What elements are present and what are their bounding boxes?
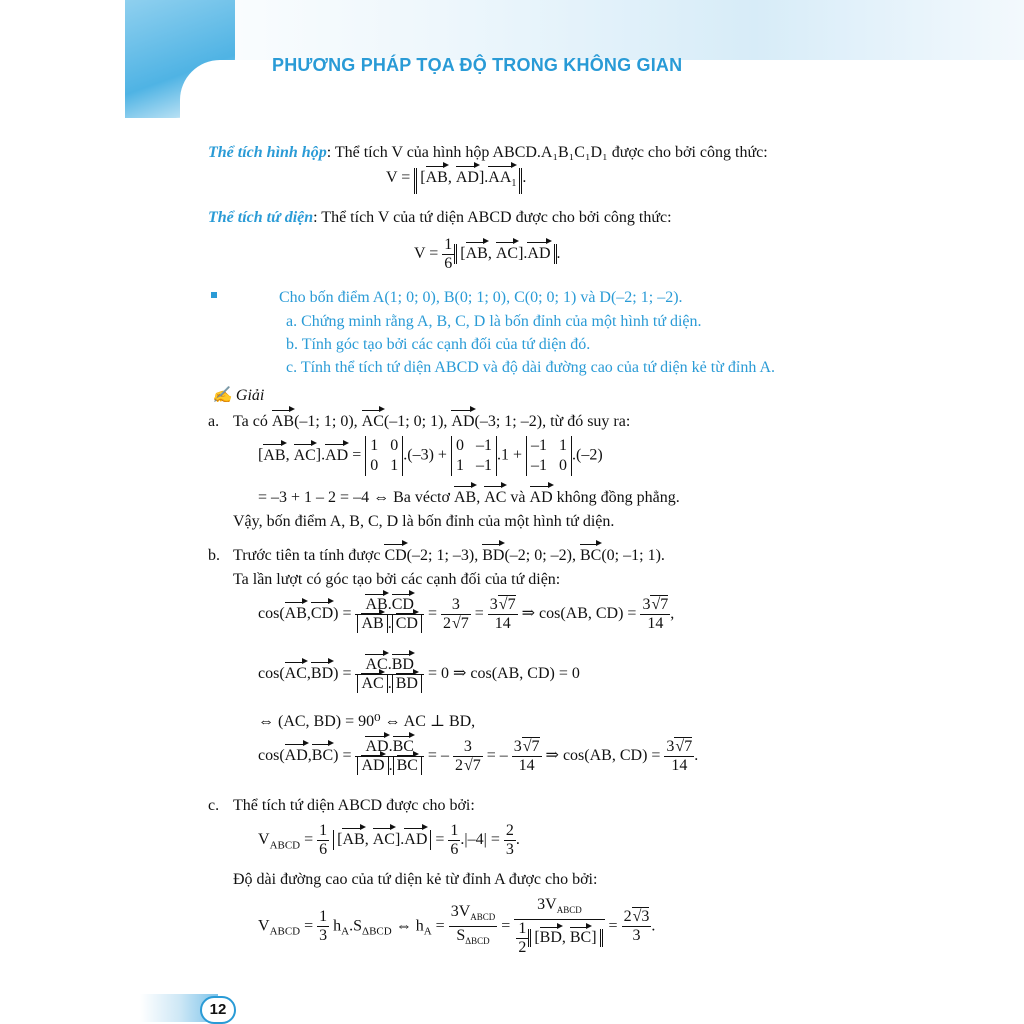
pencil-icon: ✍ <box>212 387 232 404</box>
tetra-volume-formula: V = $\frac{1}{6}$ [AB, AC].AD . <box>414 236 561 272</box>
problem-bullet-icon <box>211 292 217 298</box>
sol-b-intro: Trước tiên ta tính được CD(–2; 1; –3), BD(–2; 0; –2), BC(0; –1; 1). <box>233 547 665 564</box>
sol-c-volume-formula: $V_{ABCD}$ = $\frac{1}{6}$ [AB, AC].AD = $\frac{1}{6}$ .|–4| = $\frac{2}{3}$ . <box>258 822 520 858</box>
tetra-volume-label: Thể tích tứ diện <box>208 209 314 226</box>
tetra-volume-line <box>208 208 672 228</box>
sol-c-intro: Thể tích tứ diện ABCD được cho bởi: <box>233 797 475 814</box>
sol-a-determinant-line: [AB, AC].AD = 1 0 0 1 .(–3) + 0 –1 1 –1 .1 + –1 1 –1 0 .(–2) <box>258 437 603 474</box>
sol-b-eq1: cos(AB,CD) = $\frac{AB.CD}{AB . CD}$ = $\frac{3}{2√7}$ = $\frac{3√7}{14}$ ⇒ cos(AB, CD) = $\frac{3√7}{14}$ , <box>258 596 675 632</box>
tetra-volume-text: : Thể tích V của tứ diện ABCD được cho bởi công thức: <box>313 209 672 226</box>
box-volume-label: Thể tích hình hộp <box>208 144 327 161</box>
solution-heading: ✍ Giải <box>212 387 265 404</box>
sol-b-perp: ⇔ (AC, BD) = 90⁰ ⇔ AC ⊥ BD, <box>258 713 476 730</box>
sol-c-label: c. <box>208 797 220 814</box>
sol-b-eq2: cos(AC,BD) = $\frac{AC.BD}{AC . BD}$ = 0 ⇒ cos(AB, CD) = 0 <box>258 656 580 692</box>
page-header-title: PHƯƠNG PHÁP TỌA ĐỘ TRONG KHÔNG GIAN <box>272 55 683 75</box>
box-volume-formula: V = [AB, $AD].AA_1$ . <box>386 168 526 194</box>
problem-part-a: a. Chứng minh rằng A, B, C, D là bốn đỉnh của một hình tứ diện. <box>286 313 702 330</box>
problem-part-c: c. Tính thể tích tứ diện ABCD và độ dài đường cao của tứ diện kẻ từ đỉnh A. <box>286 359 775 376</box>
sol-a-result: = –3 + 1 – 2 = –4 ⇔ Ba véctơ AB, AC và AD không đồng phẳng. <box>258 489 680 506</box>
sol-b-line2: Ta lần lượt có góc tạo bởi các cạnh đối của tứ diện: <box>233 571 561 588</box>
sol-b-label: b. <box>208 547 220 564</box>
sol-a-label: a. <box>208 413 220 430</box>
problem-statement: Cho bốn điểm A(1; 0; 0), B(0; 1; 0), C(0; 0; 1) và D(–2; 1; –2). <box>279 289 683 306</box>
sol-a-conclusion: Vậy, bốn điểm A, B, C, D là bốn đỉnh của một hình tứ diện. <box>233 513 615 530</box>
sol-c-height-intro: Độ dài đường cao của tứ diện kẻ từ đỉnh A được cho bởi: <box>233 871 598 888</box>
sol-a-intro: Ta có AB(–1; 1; 0), AC(–1; 0; 1), AD(–3; 1; –2), từ đó suy ra: <box>233 413 631 430</box>
sol-c-height-formula: $V_{ABCD}$ = $\frac{1}{3}$ $h_A.S_{\Delta BCD}$ ⇔ $h_A$ = $\frac{3V_{ABCD}}{S_{\Delta BCD}}$ = $3V_{ABCD}$ $\frac{1}{2}$ [BD, BC] = $\frac{2√3}{3}$ . <box>258 896 656 957</box>
problem-part-b: b. Tính góc tạo bởi các cạnh đối của tứ diện đó. <box>286 336 591 353</box>
page-number: 12 <box>200 996 236 1024</box>
box-volume-line <box>208 143 768 163</box>
box-volume-text: : Thể tích V của hình hộp ABCD.A₁B₁C₁D₁ được cho bởi công thức: <box>326 144 768 161</box>
sol-b-eq3: cos(AD,BC) = $\frac{AD.BC}{AD . BC}$ = – $\frac{3}{2√7}$ = – $\frac{3√7}{14}$ ⇒ cos(AB, CD) = $\frac{3√7}{14}$ . <box>258 738 699 774</box>
